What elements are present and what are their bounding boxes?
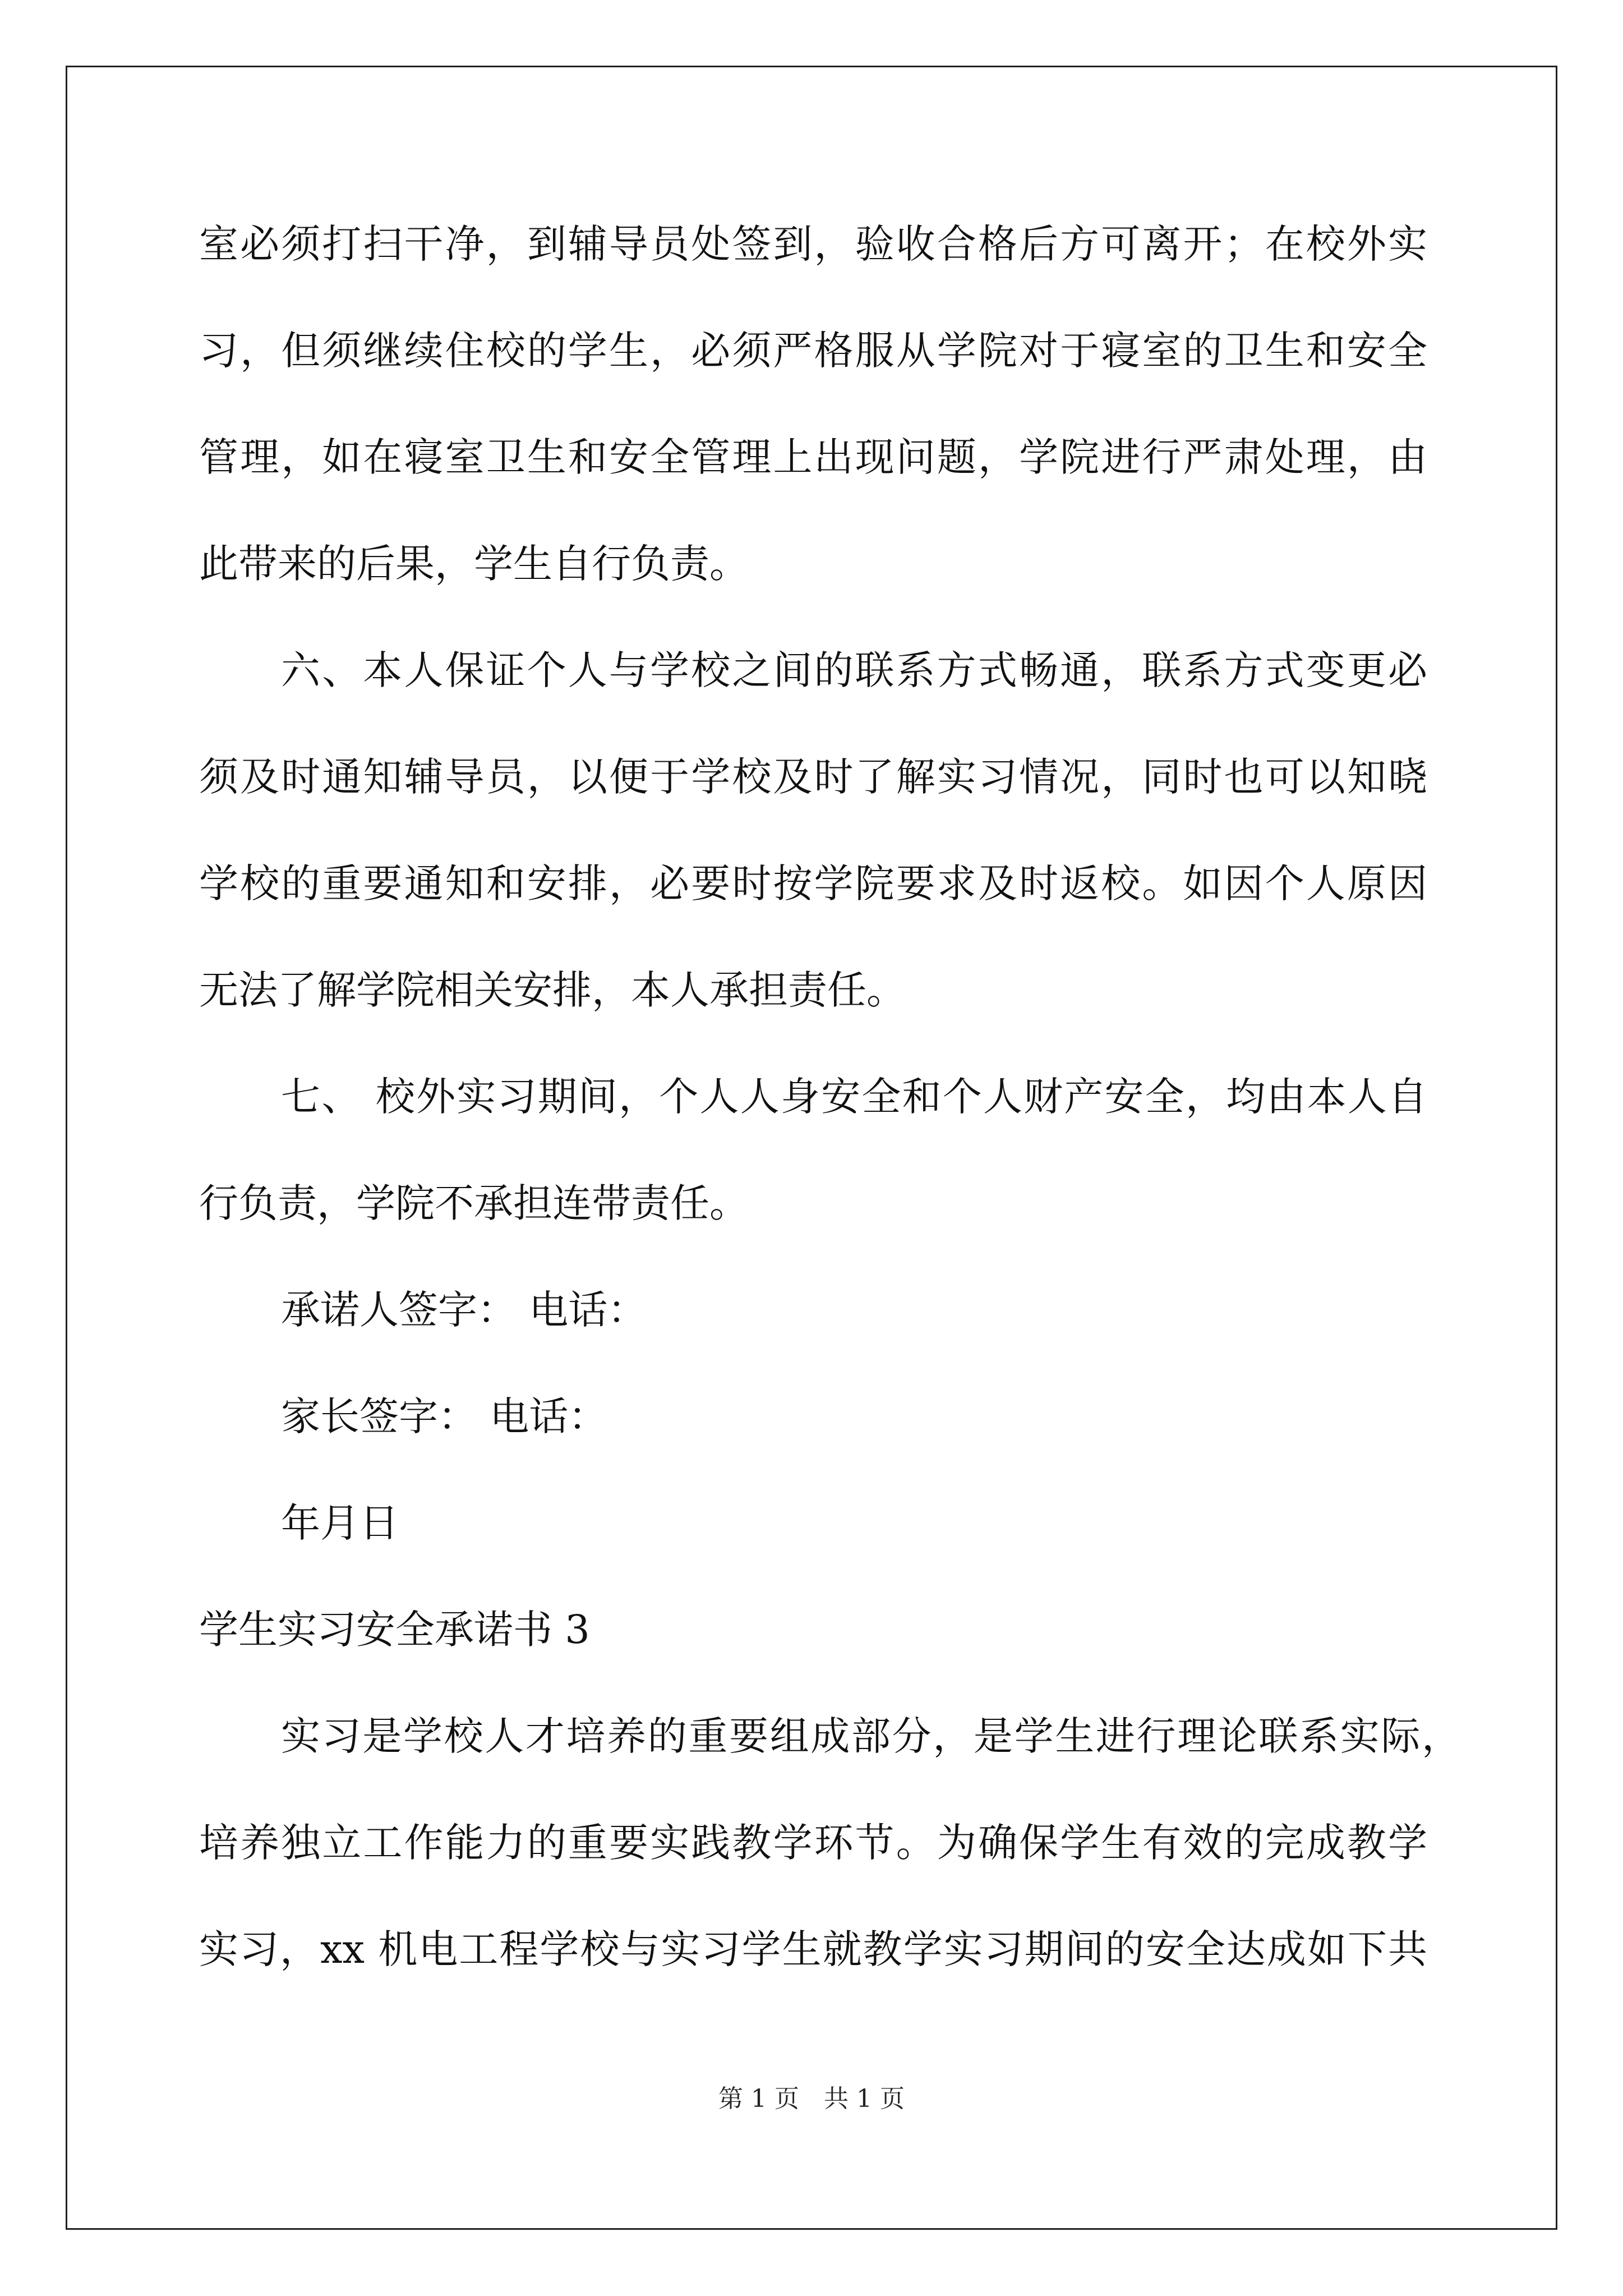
signature-line-promisor: 承诺人签字： 电话： xyxy=(281,1287,647,1333)
text-line: 室必须打扫干净，到辅导员处签到，验收合格后方可离开；在校外实 xyxy=(199,221,1427,267)
page-number-footer: 第 1 页 共 1 页 xyxy=(718,2085,905,2113)
signature-line-parent: 家长签字： 电话： xyxy=(281,1393,608,1439)
text-line: 习，但须继续住校的学生，必须严格服从学院对于寝室的卫生和安全 xyxy=(199,328,1427,374)
text-line: 此带来的后果，学生自行负责。 xyxy=(199,541,749,587)
text-line: 管理，如在寝室卫生和安全管理上出现问题，学院进行严肃处理，由 xyxy=(199,434,1427,480)
text-line: 培养独立工作能力的重要实践教学环节。为确保学生有效的完成教学 xyxy=(199,1820,1427,1866)
date-line: 年月日 xyxy=(281,1500,399,1546)
text-line: 七、 校外实习期间，个人人身安全和个人财产安全，均由本人自 xyxy=(281,1074,1427,1120)
text-line: 须及时通知辅导员，以便于学校及时了解实习情况，同时也可以知晓 xyxy=(199,754,1427,800)
text-line: 学校的重要通知和安排，必要时按学院要求及时返校。如因个人原因 xyxy=(199,861,1427,907)
page-border xyxy=(66,66,1557,2230)
text-line: 实习，xx 机电工程学校与实习学生就教学实习期间的安全达成如下共 xyxy=(199,1926,1427,1972)
text-line: 无法了解学院相关安排，本人承担责任。 xyxy=(199,967,906,1013)
section-title: 学生实习安全承诺书 3 xyxy=(199,1607,590,1653)
text-line: 六、本人保证个人与学校之间的联系方式畅通，联系方式变更必 xyxy=(281,647,1427,693)
text-line: 行负责，学院不承担连带责任。 xyxy=(199,1180,749,1226)
text-line: 实习是学校人才培养的重要组成部分，是学生进行理论联系实际， xyxy=(281,1713,1461,1759)
